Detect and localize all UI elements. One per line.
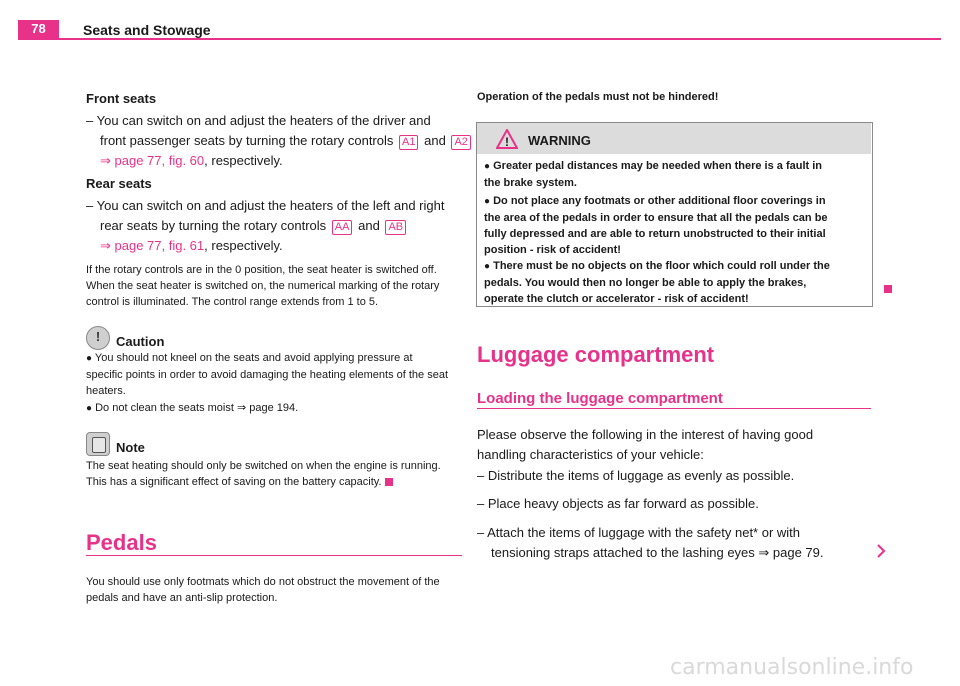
control-badge-a1: A1 xyxy=(399,135,418,150)
bullet-icon: ● xyxy=(484,261,491,272)
seat-heater-info xyxy=(86,262,476,310)
end-mark xyxy=(385,478,393,486)
front-and: and xyxy=(424,133,446,148)
rear-tail: , respectively. xyxy=(204,238,283,253)
warning-b2-l2: the area of the pedals in order to ensure that all the pedals can be xyxy=(484,212,828,224)
warning-b2-l4: position - risk of accident! xyxy=(484,244,621,256)
warning-b1-l2: the brake system. xyxy=(484,177,577,189)
caution-bullet-2 xyxy=(86,400,476,417)
pedals-rule xyxy=(86,555,462,556)
note-icon xyxy=(86,432,110,456)
bullet-icon: ● xyxy=(86,403,93,414)
pedals-line: pedals and have an anti-slip protection. xyxy=(86,592,278,604)
rear-para-line1: – You can switch on and adjust the heaters of the left and right xyxy=(86,198,445,213)
warning-bullet-3: ● There must be no objects on the floor which could roll under the pedals. You would then no longer be able to apply the brakes, operate the clutch or accelerator - risk of accident! xyxy=(484,258,869,307)
front-para-line3 xyxy=(86,151,476,171)
note-line: The seat heating should only be switched on when the engine is running. xyxy=(86,460,441,472)
luggage-item-1: – Distribute the items of luggage as evenly as possible. xyxy=(477,468,795,483)
front-seats-heading: Front seats xyxy=(86,91,157,106)
caution-b2-text: Do not clean the seats moist ⇒ page 194. xyxy=(95,402,299,414)
bullet-icon: ● xyxy=(484,161,491,172)
luggage-item-3 xyxy=(477,523,897,563)
caution-title: Caution xyxy=(116,334,165,349)
luggage-heading: Luggage compartment xyxy=(477,342,715,367)
rear-page-link[interactable]: ⇒ page 77, fig. 61 xyxy=(100,238,205,253)
loading-intro-l2: handling characteristics of your vehicle: xyxy=(477,447,704,462)
loading-intro xyxy=(477,425,897,465)
luggage-item-2: – Place heavy objects as far forward as possible. xyxy=(477,496,759,511)
info-line: control is illuminated. The control range extends from 1 to 5. xyxy=(86,296,379,308)
item3-l2: tensioning straps attached to the lashing eyes ⇒ page 79. xyxy=(491,545,824,560)
warning-b3-l2: pedals. You would then no longer be able to apply the brakes, xyxy=(484,277,807,289)
rear-seats-paragraph xyxy=(86,196,476,256)
rear-para-line3 xyxy=(86,236,476,256)
bullet-icon: ● xyxy=(86,353,93,364)
warning-title: WARNING xyxy=(528,133,591,148)
info-line: If the rotary controls are in the 0 position, the seat heater is switched off. xyxy=(86,264,437,276)
front-para-text: front passenger seats by turning the rotary controls xyxy=(100,133,394,148)
rear-and: and xyxy=(358,218,380,233)
watermark: carmanualsonline.info xyxy=(670,655,914,680)
front-para-line1: – You can switch on and adjust the heaters of the driver and xyxy=(86,113,431,128)
end-mark xyxy=(884,285,892,293)
header-rule xyxy=(59,38,941,40)
note-line: This has a significant effect of saving on the battery capacity. xyxy=(86,474,476,490)
note-title: Note xyxy=(116,440,145,455)
info-line: When the seat heater is switched on, the numerical marking of the rotary xyxy=(86,280,440,292)
page-number: 78 xyxy=(31,21,46,36)
front-seats-paragraph xyxy=(86,111,476,171)
svg-text:!: ! xyxy=(505,135,509,149)
control-badge-aa: AA xyxy=(332,220,353,235)
pedal-operation-note: Operation of the pedals must not be hindered! xyxy=(477,91,719,103)
caution-b1-l2: specific points in order to avoid damaging the heating elements of the seat xyxy=(86,369,449,381)
caution-b1-l3: heaters. xyxy=(86,385,126,397)
note-text xyxy=(86,458,476,490)
pedals-text xyxy=(86,574,476,606)
warning-bullet-2: ● Do not place any footmats or other additional floor coverings in the area of the pedals in order to ensure that all the pedals can be fully depressed and are able to return unobstructed to their initial position - risk of accident! xyxy=(484,193,869,258)
pedals-heading: Pedals xyxy=(86,530,157,555)
caution-b1-l1: You should not kneel on the seats and avoid applying pressure at xyxy=(94,352,413,364)
bullet-icon: ● xyxy=(484,196,491,207)
front-page-link[interactable]: ⇒ page 77, fig. 60 xyxy=(100,153,205,168)
rear-para-text: rear seats by turning the rotary controls xyxy=(100,218,327,233)
loading-rule xyxy=(477,408,871,409)
item3-l1: – Attach the items of luggage with the safety net* or with xyxy=(477,525,801,540)
warning-bullet-1: ● Greater pedal distances may be needed when there is a fault in the brake system. xyxy=(484,158,869,191)
warning-b2-l3: fully depressed and are able to return unobstructed to their initial xyxy=(484,228,826,240)
control-badge-a2: A2 xyxy=(451,135,470,150)
warning-icon xyxy=(496,129,518,149)
rear-seats-heading: Rear seats xyxy=(86,176,152,191)
next-page-arrow-icon[interactable] xyxy=(876,544,886,558)
caution-icon: ! xyxy=(86,326,110,350)
warning-b3-l3: operate the clutch or accelerator - risk of accident! xyxy=(484,293,749,305)
control-badge-ab: AB xyxy=(385,220,406,235)
pedals-line: You should use only footmats which do not obstruct the movement of the xyxy=(86,576,440,588)
caution-bullet-1 xyxy=(86,350,476,399)
rear-para-line2 xyxy=(86,216,476,236)
front-tail: , respectively. xyxy=(204,153,283,168)
loading-intro-l1: Please observe the following in the interest of having good xyxy=(477,427,814,442)
loading-heading: Loading the luggage compartment xyxy=(477,390,723,407)
section-title: Seats and Stowage xyxy=(83,22,211,38)
front-para-line2 xyxy=(86,131,476,151)
